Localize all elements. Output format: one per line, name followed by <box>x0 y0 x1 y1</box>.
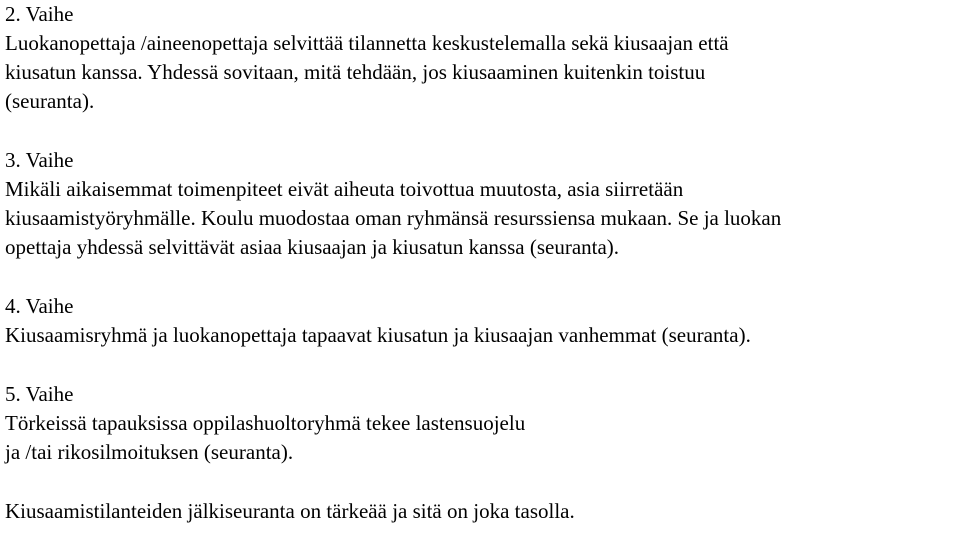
step-text-line: kiusaamistyöryhmälle. Koulu muodostaa oman ryhmänsä resurssiensa mukaan. Se ja luokan <box>5 206 782 230</box>
step-4 <box>5 292 955 350</box>
step-text-line: ja /tai rikosilmoituksen (seuranta). <box>5 440 294 464</box>
step-text-line: Törkeissä tapauksissa oppilashuoltoryhmä tekee lastensuojelu <box>5 411 526 435</box>
document-body <box>5 0 955 526</box>
step-heading: 3. Vaihe <box>5 148 74 172</box>
step-heading: 5. Vaihe <box>5 382 74 406</box>
step-2 <box>5 0 955 116</box>
step-text-line: kiusatun kanssa. Yhdessä sovitaan, mitä tehdään, jos kiusaaminen kuitenkin toistuu <box>5 60 706 84</box>
step-text-line: opettaja yhdessä selvittävät asiaa kiusaajan ja kiusatun kanssa (seuranta). <box>5 235 620 259</box>
step-text-line: Kiusaamisryhmä ja luokanopettaja tapaavat kiusatun ja kiusaajan vanhemmat (seuranta). <box>5 323 751 347</box>
closing-paragraph <box>5 497 955 526</box>
step-3 <box>5 146 955 262</box>
step-5 <box>5 380 955 467</box>
closing-text: Kiusaamistilanteiden jälkiseuranta on tärkeää ja sitä on joka tasolla. <box>5 499 575 523</box>
step-heading: 4. Vaihe <box>5 294 74 318</box>
step-text-line: Luokanopettaja /aineenopettaja selvittää tilannetta keskustelemalla sekä kiusaajan että <box>5 31 729 55</box>
step-heading: 2. Vaihe <box>5 2 74 26</box>
step-text-line: (seuranta). <box>5 89 95 113</box>
step-text-line: Mikäli aikaisemmat toimenpiteet eivät aiheuta toivottua muutosta, asia siirretään <box>5 177 684 201</box>
